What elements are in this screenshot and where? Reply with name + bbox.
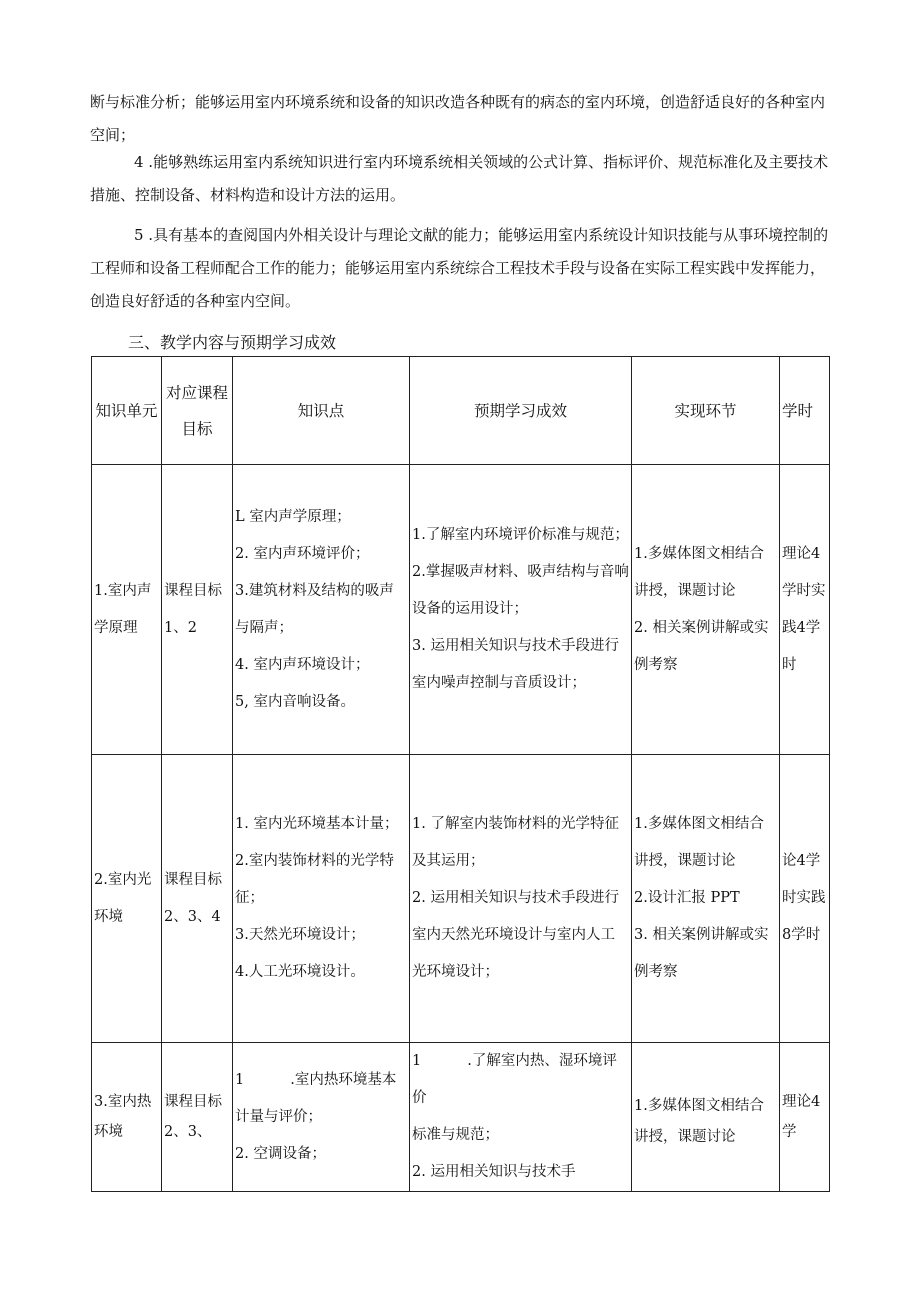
method-item: 2. 相关案例讲解或实例考察 [634, 619, 769, 673]
outcome-lead-number: 1 [412, 1053, 422, 1069]
outcome-item: 2. 运用相关知识与技术手段进行室内天然光环境设计与室内人工光环境设计； [412, 890, 619, 980]
knowledge-point: 2. 空调设备； [235, 1145, 326, 1162]
knowledge-cell [233, 755, 410, 1043]
method-item: 1.多媒体图文相结合讲授，课题讨论 [634, 1098, 764, 1145]
table-row [92, 755, 830, 1043]
outcome-item [412, 1043, 629, 1117]
header-hours: 学时 [780, 357, 830, 465]
methods-cell [632, 755, 780, 1043]
knowledge-point: L 室内声学原理； [235, 508, 351, 525]
header-methods: 实现环节 [632, 357, 780, 465]
method-item: 1.多媒体图文相结合讲授，课题讨论 [634, 816, 764, 869]
knowledge-cell [233, 1043, 410, 1192]
paragraph-item-4: 4 .能够熟练运用室内系统知识进行室内环境系统相关领域的公式计算、指标评价、规范标准化及主要技术措施、控制设备、材料构造和设计方法的运用。 [90, 153, 829, 204]
knowledge-point: 4.人工光环境设计。 [235, 964, 365, 980]
section-heading: 三、教学内容与预期学习成效 [128, 333, 337, 352]
hours-cell: 理论4学 [780, 1043, 830, 1192]
outcome-item: 2. 运用相关知识与技术手 [412, 1164, 576, 1180]
header-knowledge: 知识点 [233, 357, 410, 465]
knowledge-lead-number: 1 [235, 1071, 245, 1088]
header-unit: 知识单元 [92, 357, 162, 465]
goal-cell: 课程目标2、3、 [162, 1043, 233, 1192]
paragraph-continuation: 断与标准分析；能够运用室内环境系统和设备的知识改造各种既有的病态的室内环境，创造舒适良好的各种室内空间； [90, 93, 826, 144]
outcomes-cell [410, 465, 632, 755]
goal-cell: 课程目标1、2 [162, 465, 233, 755]
knowledge-point: 4. 室内声环境设计； [235, 656, 370, 673]
knowledge-text: .室内热环境基本 [290, 1071, 397, 1088]
unit-cell: 2.室内光环境 [92, 755, 162, 1043]
knowledge-point: 3.建筑材料及结构的吸声与隔声； [235, 582, 394, 636]
outcomes-cell [410, 1043, 632, 1192]
knowledge-point: 2.室内装饰材料的光学特征； [235, 853, 394, 906]
unit-cell: 3.室内热环境 [92, 1043, 162, 1192]
paragraph-item-5: 5 .具有基本的查阅国内外相关设计与理论文献的能力；能够运用室内系统设计知识技能与从事环境控制的工程师和设备工程师配合工作的能力；能够运用室内系统综合工程技术手段与设备在实际工程实践中发挥能力，创造良好舒适的各种室内空间。 [90, 226, 829, 310]
table-row [92, 1043, 830, 1192]
knowledge-point [235, 1062, 407, 1099]
knowledge-point: 1. 室内光环境基本计量； [235, 816, 399, 832]
header-goal: 对应课程目标 [162, 357, 233, 465]
hours-cell: 理论4学时实践4学时 [780, 465, 830, 755]
outcome-item: 2.掌握吸声材料、吸声结构与音响设备的运用设计； [412, 564, 629, 617]
outcome-text: .了解室内热、湿环境评价 [412, 1053, 617, 1106]
table-header-row [92, 357, 830, 465]
outcome-item: 1.了解室内环境评价标准与规范； [412, 527, 629, 543]
method-item: 3. 相关案例讲解或实例考察 [634, 927, 769, 980]
knowledge-point: 3.天然光环境设计； [235, 927, 365, 943]
outcome-item: 1. 了解室内装饰材料的光学特征及其运用； [412, 816, 619, 869]
header-outcomes: 预期学习成效 [410, 357, 632, 465]
table-row [92, 465, 830, 755]
method-item: 1.多媒体图文相结合讲授，课题讨论 [634, 545, 764, 599]
method-item: 2.设计汇报 PPT [634, 890, 740, 906]
knowledge-point: 计量与评价； [235, 1108, 322, 1125]
knowledge-point: 2. 室内声环境评价； [235, 545, 370, 562]
teaching-content-table [91, 356, 830, 1192]
hours-cell: 论4学时实践8学时 [780, 755, 830, 1043]
outcomes-cell [410, 755, 632, 1043]
unit-cell: 1.室内声学原理 [92, 465, 162, 755]
goal-cell: 课程目标2、3、4 [162, 755, 233, 1043]
knowledge-cell [233, 465, 410, 755]
knowledge-point: 5, 室内音响设备。 [235, 693, 355, 710]
methods-cell [632, 1043, 780, 1192]
outcome-item: 3. 运用相关知识与技术手段进行室内噪声控制与音质设计； [412, 638, 619, 691]
methods-cell [632, 465, 780, 755]
outcome-item: 标准与规范； [412, 1127, 499, 1143]
